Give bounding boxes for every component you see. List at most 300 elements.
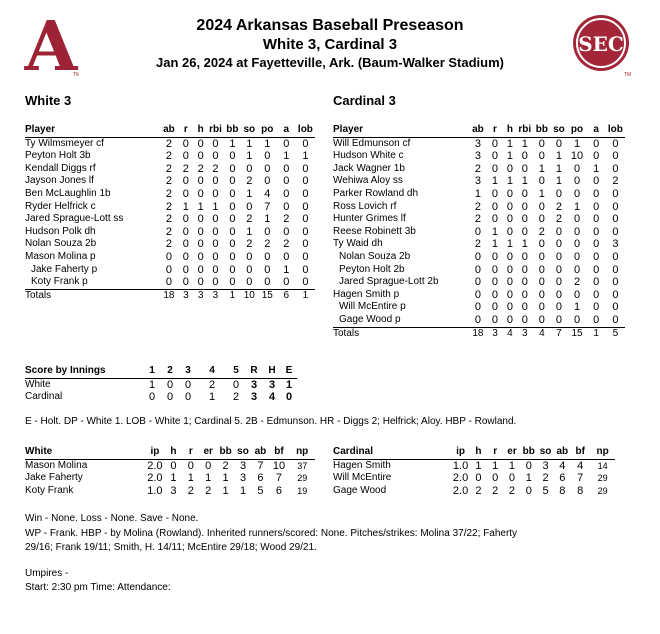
- stat-lob: 0: [302, 200, 309, 213]
- stat-lob: 0: [612, 200, 619, 213]
- stat-r: 0: [491, 276, 499, 289]
- stat-bb: 0: [538, 175, 545, 188]
- pitcher-row: [333, 485, 615, 498]
- stat-r: 0: [491, 187, 499, 200]
- player-name: Peyton Holt 3b: [25, 150, 91, 162]
- stat-np: 14: [597, 460, 608, 471]
- stat-r: 0: [491, 301, 499, 314]
- stat-r: 1: [492, 459, 499, 472]
- column-header-h: h: [194, 124, 207, 137]
- stat-er: 1: [508, 459, 516, 472]
- stat-ab: 7: [257, 459, 264, 472]
- pitcher-row: [333, 459, 615, 472]
- player-name: Kendall Diggs rf: [25, 162, 96, 174]
- stat-rbi: 0: [521, 150, 528, 163]
- inning-1-runs: 0: [148, 391, 156, 404]
- batter-row: [25, 137, 315, 150]
- stat-bb: 0: [229, 263, 236, 276]
- stat-r: 0: [486, 314, 503, 327]
- total-r: 3: [183, 289, 189, 301]
- inning-col-2: 2: [161, 365, 179, 378]
- stat-rbi: 0: [212, 238, 219, 251]
- player-name: Will McEntire p: [339, 301, 406, 313]
- stat-h: 0: [170, 459, 177, 472]
- stat-ab: 0: [160, 276, 177, 289]
- stat-po: 1: [264, 213, 271, 226]
- column-header-ab: ab: [469, 124, 486, 137]
- total-lob: 5: [612, 327, 619, 339]
- stat-ab: 3: [474, 137, 481, 150]
- player-name: Ben McLaughlin 1b: [25, 187, 111, 199]
- stat-so: 0: [555, 137, 562, 150]
- stat-a: 1: [283, 263, 290, 276]
- stat-so: 0: [550, 314, 567, 327]
- stat-r: 1: [491, 225, 499, 238]
- pitcher-name: Hagen Smith: [333, 459, 391, 471]
- stat-h: 0: [197, 250, 204, 263]
- stat-ab: 0: [469, 314, 486, 327]
- stat-ab: 0: [165, 263, 172, 276]
- stat-po: 0: [573, 175, 581, 188]
- stat-bb: 1: [538, 162, 545, 175]
- column-header-po: po: [567, 124, 586, 137]
- stat-np: 29: [297, 473, 308, 484]
- batter-row: [25, 150, 315, 163]
- stat-po: 0: [573, 238, 581, 251]
- player-name: Ryder Helfrick c: [25, 200, 96, 212]
- stat-bb: 0: [538, 150, 545, 163]
- batter-row: [25, 276, 315, 289]
- stat-h: 0: [506, 250, 513, 263]
- stat-a: 0: [593, 276, 600, 289]
- total-rbi: 3: [212, 289, 219, 301]
- decisions-line: Win - None. Loss - None. Save - None.: [25, 513, 199, 524]
- stat-h: 0: [197, 213, 204, 226]
- stat-a: 0: [593, 238, 600, 251]
- player-name: Parker Rowland dh: [333, 187, 419, 199]
- batter-row: [333, 264, 625, 277]
- stat-so: 2: [246, 175, 253, 188]
- stat-bb: 0: [538, 137, 545, 150]
- stat-rbi: 0: [521, 301, 528, 314]
- batter-row: [333, 251, 625, 264]
- stat-er: 1: [205, 472, 212, 485]
- stat-r: 0: [491, 250, 499, 263]
- stat-po: 0: [573, 288, 581, 301]
- stat-ab: 6: [257, 472, 264, 485]
- stat-po: 4: [264, 187, 271, 200]
- stat-ab: 6: [559, 472, 566, 485]
- stat-po: 0: [258, 276, 277, 289]
- stat-ab: 2: [165, 225, 172, 238]
- total-so: 10: [243, 289, 255, 301]
- stat-r: 0: [182, 175, 189, 188]
- batter-row: [333, 289, 625, 302]
- player-name: Hunter Grimes lf: [333, 213, 406, 225]
- stat-np: 19: [297, 485, 308, 496]
- stat-ab: 0: [474, 263, 481, 276]
- stat-so: 0: [555, 276, 562, 289]
- stat-r: 0: [492, 472, 499, 485]
- pitcher-name: Will McEntire: [333, 472, 392, 484]
- player-name: Nolan Souza 2b: [25, 238, 97, 250]
- batter-row: [25, 251, 315, 264]
- stat-rbi: 1: [521, 175, 528, 188]
- svg-text:TM: TM: [624, 72, 632, 78]
- stat-h: 0: [197, 150, 204, 163]
- stat-rbi: 1: [212, 200, 219, 213]
- stat-bb: 0: [538, 213, 545, 226]
- stat-so: 0: [241, 276, 258, 289]
- column-header-er: er: [199, 446, 218, 459]
- stat-po: 0: [264, 162, 271, 175]
- stat-ab: 2: [165, 187, 172, 200]
- pitcher-row: [25, 485, 315, 498]
- column-header-player: Player: [25, 124, 160, 137]
- stat-h: 0: [197, 225, 204, 238]
- stat-po: 0: [264, 150, 271, 163]
- player-name: Mason Molina p: [25, 250, 96, 262]
- stat-lob: 3: [612, 238, 619, 251]
- stat-bb: 0: [229, 162, 236, 175]
- column-header-ip: ip: [146, 446, 165, 459]
- totals-row: [333, 327, 625, 340]
- stat-r: 2: [182, 162, 189, 175]
- score-by-innings-table: [25, 365, 297, 404]
- stat-lob: 0: [612, 213, 619, 226]
- batter-row: [333, 175, 625, 188]
- stat-so: 0: [555, 250, 562, 263]
- stat-rbi: 0: [212, 137, 219, 150]
- innings-team-name: Cardinal: [25, 391, 63, 403]
- stat-so: 0: [555, 288, 562, 301]
- stat-rbi: 0: [212, 150, 219, 163]
- totals-label: Totals: [25, 289, 52, 301]
- stat-po: 2: [264, 238, 271, 251]
- column-header-r: r: [183, 446, 199, 459]
- stat-lob: 0: [612, 137, 619, 150]
- pitcher-name: Jake Faherty: [25, 472, 83, 484]
- stat-a: 1: [283, 150, 290, 163]
- batter-row: [333, 314, 625, 327]
- stat-bf: 10: [272, 459, 286, 472]
- stat-so: 3: [542, 459, 549, 472]
- stat-rbi: 0: [212, 187, 219, 200]
- stat-so: 1: [246, 187, 253, 200]
- inning-5-runs: 2: [232, 391, 240, 404]
- total-r: 3: [492, 327, 498, 339]
- stat-bf: 7: [577, 472, 584, 485]
- stat-ab: 2: [165, 175, 172, 188]
- column-header-lob: lob: [296, 124, 315, 137]
- total-bb: 1: [229, 289, 236, 301]
- total-h: 3: [197, 289, 204, 301]
- column-header-ip: ip: [452, 446, 470, 459]
- stat-er: 2: [205, 484, 212, 497]
- stat-h: 0: [506, 288, 513, 301]
- pitcher-name: Koty Frank: [25, 484, 74, 496]
- pitcher-row: [25, 459, 315, 472]
- stat-r: 0: [182, 263, 189, 276]
- inning-col-r: R: [245, 365, 263, 378]
- stat-a: 1: [593, 162, 600, 175]
- pitcher-row: [25, 472, 315, 485]
- stat-bb: 1: [538, 187, 545, 200]
- stat-rbi: 0: [212, 225, 219, 238]
- innings-total-e: 0: [285, 391, 293, 404]
- stat-a: 0: [593, 288, 600, 301]
- stat-so: 1: [246, 225, 253, 238]
- column-header-np: np: [289, 446, 315, 459]
- stat-er: 0: [508, 472, 516, 485]
- column-header-bb: bb: [218, 446, 234, 459]
- stat-so: 3: [239, 459, 247, 472]
- stat-lob: 2: [612, 175, 619, 188]
- stat-ab: 0: [474, 250, 481, 263]
- stat-r: 0: [182, 250, 189, 263]
- column-header-ab: ab: [160, 124, 177, 137]
- stat-ip: 2.0: [147, 459, 163, 472]
- stat-bb: 0: [538, 276, 545, 289]
- stat-r: 0: [182, 238, 189, 251]
- stat-ab: 0: [474, 301, 481, 314]
- batter-row: [333, 188, 625, 201]
- cardinal-team-header: Cardinal 3: [333, 93, 396, 108]
- innings-total-r: 3: [250, 378, 258, 391]
- stat-h: 0: [506, 162, 513, 175]
- innings-total-r: 3: [250, 391, 258, 404]
- column-header-h: h: [164, 446, 183, 459]
- stat-h: 2: [197, 162, 204, 175]
- player-name: Jake Faherty p: [31, 263, 98, 275]
- stat-r: 0: [491, 200, 499, 213]
- inning-col-1: 1: [143, 365, 161, 378]
- total-a: 1: [593, 327, 599, 339]
- stat-r: 0: [182, 137, 189, 150]
- stat-ab: 1: [474, 187, 481, 200]
- start-time-line: Start: 2:30 pm Time: Attendance:: [25, 582, 171, 593]
- stat-bf: 8: [577, 484, 584, 497]
- stat-so: 0: [246, 162, 253, 175]
- column-header-er: er: [503, 446, 521, 459]
- stat-ab: 0: [474, 288, 481, 301]
- stat-rbi: 0: [521, 200, 528, 213]
- pitching-team-label: Cardinal: [333, 446, 452, 459]
- stat-a: 0: [593, 263, 600, 276]
- stat-h: 0: [506, 263, 513, 276]
- stat-ab: 3: [474, 175, 481, 188]
- player-name: Ross Lovich rf: [333, 200, 397, 212]
- stat-a: 0: [593, 250, 600, 263]
- stat-a: 0: [593, 225, 600, 238]
- stat-so: 0: [555, 187, 562, 200]
- stat-lob: 0: [302, 137, 309, 150]
- inning-2-runs: 0: [166, 391, 174, 404]
- column-header-ab: ab: [252, 446, 268, 459]
- player-name: Jayson Jones lf: [25, 175, 94, 187]
- column-header-so: so: [241, 124, 258, 137]
- stat-bb: 0: [533, 314, 550, 327]
- stat-a: 0: [283, 250, 290, 263]
- stat-h: 0: [194, 276, 207, 289]
- batter-row: [25, 175, 315, 188]
- column-header-po: po: [258, 124, 277, 137]
- stat-r: 0: [491, 162, 499, 175]
- column-header-r: r: [486, 124, 503, 137]
- stat-lob: 0: [612, 276, 619, 289]
- stat-r: 2: [187, 484, 194, 497]
- stat-a: 0: [283, 175, 290, 188]
- stat-ab: 2: [474, 162, 481, 175]
- inning-1-runs: 1: [148, 378, 156, 391]
- stat-r: 0: [182, 150, 189, 163]
- batter-row: [333, 276, 625, 289]
- totals-label: Totals: [333, 327, 360, 339]
- svg-text:SEC: SEC: [578, 32, 624, 56]
- stat-r: 0: [491, 150, 499, 163]
- stat-rbi: 0: [521, 288, 528, 301]
- column-header-rbi: rbi: [516, 124, 533, 137]
- stat-ab: 0: [474, 276, 481, 289]
- innings-team-name: White: [25, 378, 51, 390]
- player-name: Will Edmunson cf: [333, 137, 411, 149]
- stat-lob: 0: [302, 250, 309, 263]
- column-header-bb: bb: [224, 124, 241, 137]
- stat-lob: 0: [612, 250, 619, 263]
- stat-r: 0: [182, 225, 189, 238]
- stat-bb: 0: [229, 187, 236, 200]
- stat-bb: 2: [538, 225, 545, 238]
- stat-lob: 0: [612, 187, 619, 200]
- column-header-rbi: rbi: [207, 124, 224, 137]
- stat-r: 1: [491, 175, 499, 188]
- stat-so: 1: [246, 150, 253, 163]
- stat-bb: 0: [229, 150, 236, 163]
- stat-bb: 1: [525, 472, 532, 485]
- stat-lob: 0: [612, 225, 619, 238]
- stat-h: 0: [197, 238, 204, 251]
- batter-row: [25, 213, 315, 226]
- stat-h: 1: [506, 150, 513, 163]
- batter-row: [333, 213, 625, 226]
- stat-h: 3: [170, 484, 177, 497]
- stat-bb: 0: [229, 200, 236, 213]
- inning-col-4: 4: [197, 365, 227, 378]
- total-po: 15: [261, 289, 273, 301]
- inning-3-runs: 0: [184, 391, 192, 404]
- batter-row: [25, 226, 315, 239]
- stat-ip: 1.0: [147, 484, 163, 497]
- stat-h: 0: [506, 187, 513, 200]
- total-lob: 1: [302, 289, 309, 301]
- stat-po: 0: [264, 175, 271, 188]
- inning-3-runs: 0: [184, 378, 192, 391]
- stat-a: 0: [283, 137, 290, 150]
- batter-row: [333, 137, 625, 150]
- batter-row: [25, 201, 315, 214]
- player-name: Reese Robinett 3b: [333, 225, 416, 237]
- batter-row: [25, 238, 315, 251]
- stat-h: 0: [197, 187, 204, 200]
- stat-so: 2: [542, 472, 549, 485]
- stat-ab: 2: [165, 238, 172, 251]
- stat-ab: 2: [474, 213, 481, 226]
- stat-bb: 0: [538, 250, 545, 263]
- stat-ab: 3: [474, 150, 481, 163]
- stat-rbi: 0: [521, 162, 528, 175]
- stat-bb: 0: [538, 301, 545, 314]
- stat-so: 1: [555, 150, 562, 163]
- stat-so: 3: [239, 472, 247, 485]
- pitching-header-row: [333, 446, 615, 459]
- total-so: 7: [556, 327, 562, 339]
- stat-ab: 8: [559, 484, 566, 497]
- stat-r: 0: [182, 187, 189, 200]
- inning-col-3: 3: [179, 365, 197, 378]
- column-header-a: a: [587, 124, 606, 137]
- stat-lob: 0: [612, 263, 619, 276]
- stat-r: 0: [187, 459, 194, 472]
- stat-bb: 2: [222, 459, 229, 472]
- stat-bb: 1: [222, 484, 229, 497]
- stat-a: 0: [283, 162, 290, 175]
- stat-ip: 1.0: [452, 459, 469, 472]
- stat-a: 0: [283, 225, 290, 238]
- stat-so: 0: [246, 200, 253, 213]
- innings-total-e: 1: [285, 378, 293, 391]
- stat-h: 0: [197, 263, 204, 276]
- pitcher-name: Mason Molina: [25, 459, 88, 471]
- stat-a: 0: [593, 175, 600, 188]
- stat-po: 0: [573, 263, 581, 276]
- stat-r: 0: [491, 213, 499, 226]
- stat-po: 0: [573, 225, 581, 238]
- stat-rbi: 0: [521, 263, 528, 276]
- stat-lob: 0: [302, 162, 309, 175]
- stat-h: 0: [506, 301, 513, 314]
- stat-po: 1: [573, 137, 581, 150]
- stat-ip: 2.0: [452, 484, 469, 497]
- column-header-so: so: [234, 446, 253, 459]
- stat-lob: 0: [612, 162, 619, 175]
- player-name: Nolan Souza 2b: [339, 250, 411, 262]
- stat-r: 0: [491, 137, 499, 150]
- stat-a: 0: [283, 200, 290, 213]
- stat-rbi: 0: [207, 276, 224, 289]
- pitching-team-label: White: [25, 446, 146, 459]
- column-header-so: so: [537, 446, 555, 459]
- stat-bb: 0: [525, 484, 532, 497]
- cardinal-pitching-table: [333, 446, 615, 497]
- stat-ab: 2: [165, 213, 172, 226]
- stat-a: 0: [283, 187, 290, 200]
- player-name: Hudson Polk dh: [25, 225, 96, 237]
- column-header-bb: bb: [533, 124, 550, 137]
- stat-so: 0: [555, 238, 562, 251]
- stat-po: 0: [264, 250, 271, 263]
- stat-lob: 0: [302, 238, 309, 251]
- batter-row: [333, 238, 625, 251]
- stat-lob: 0: [606, 314, 625, 327]
- svg-text:A: A: [24, 12, 78, 78]
- stat-ab: 2: [165, 150, 172, 163]
- stat-po: 0: [573, 213, 581, 226]
- player-name: Koty Frank p: [25, 276, 160, 289]
- stat-er: 2: [508, 484, 516, 497]
- column-header-r: r: [487, 446, 503, 459]
- stat-so: 0: [555, 263, 562, 276]
- pitcher-row: [333, 472, 615, 485]
